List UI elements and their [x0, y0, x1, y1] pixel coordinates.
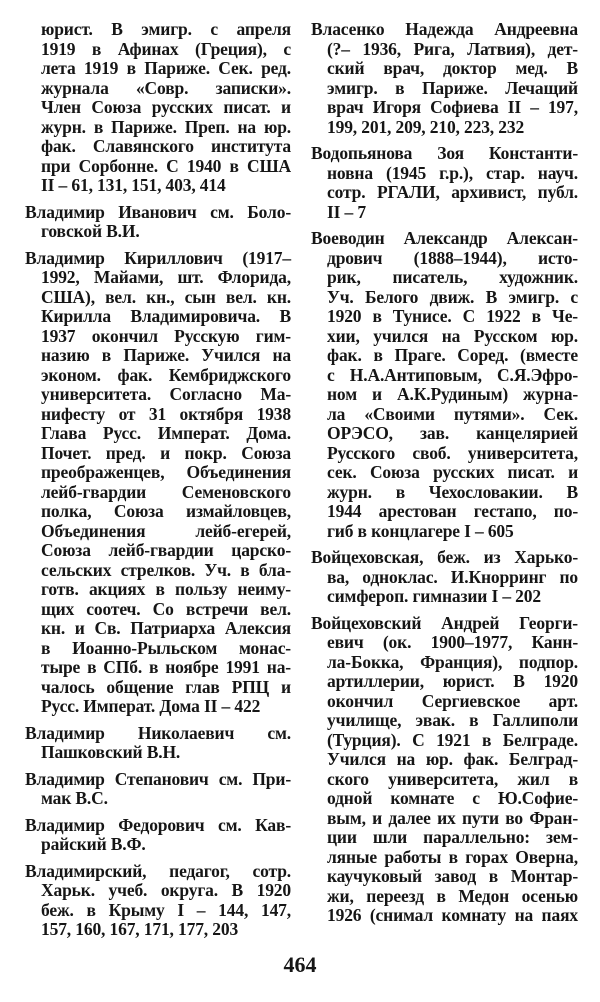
entry-text-line: Учился на юр. фак. Белград- — [327, 749, 578, 769]
entry-text-line: 1944 арестован гестапо, по- — [327, 501, 578, 521]
entry-text-line: II – 7 — [327, 201, 366, 222]
entry-text-line: гиб в концлагере I – 605 — [327, 520, 514, 541]
index-entry — [311, 229, 578, 541]
index-entry — [25, 249, 291, 717]
entry-text-line: 1919 в Афинах (Греция), с — [41, 38, 291, 59]
entry-text-line: Кирилла Владимировича. В — [41, 306, 291, 326]
index-entry — [311, 20, 578, 137]
index-entry — [25, 203, 291, 242]
entry-text-line: 1992, Майами, шт. Флорида, — [41, 267, 291, 287]
right-column — [311, 20, 578, 933]
entry-text-line: эконом. фак. Кембриджского — [41, 364, 291, 385]
entry-text-line: США), вел. кн., сын вел. кн. — [41, 286, 291, 307]
entry-text-line: Харьк. учеб. округа. В 1920 — [41, 880, 291, 900]
entry-text-line: одной комнате с Ю.Софие- — [327, 788, 578, 808]
entry-text-line: журнала «Совр. записки». — [41, 77, 291, 98]
entry-text-line: Объединения лейб-егерей, — [41, 520, 291, 541]
entry-text-line: лета 1919 в Париже. Сек. ред. — [41, 58, 291, 78]
entry-text-line: училище, эвак. в Галлиполи — [327, 710, 578, 730]
entry-text-line: 1920 в Тунисе. С 1922 в Че- — [327, 306, 578, 326]
entry-text-line: готв. акциях в пользу неиму- — [41, 579, 291, 599]
entry-text-line: II – 61, 131, 151, 403, 414 — [41, 175, 226, 195]
entry-text-line: полка, Союза измайловцев, — [41, 501, 291, 521]
entry-heading-line: Владимир Иванович см. Боло- — [25, 201, 291, 222]
entry-text-line: Союза лейб-гвардии царско- — [41, 540, 291, 560]
entry-text-line: жи, переезд в Медон осенью — [327, 885, 578, 906]
entry-text-line: (Турция). С 1921 в Белграде. — [327, 729, 578, 750]
index-entry — [25, 816, 291, 855]
entry-text-line: 157, 160, 167, 171, 177, 203 — [41, 919, 239, 939]
entry-text-line: ляные работы в горах Оверна, — [327, 846, 578, 867]
entry-text-line: университета. Согласно Ма- — [41, 384, 291, 404]
entry-text-line: артиллерии, юрист. В 1920 — [327, 671, 578, 691]
entry-text-line: симфероп. гимназии I – 202 — [327, 586, 541, 606]
entry-text-line: ции шли параллельно: зем- — [327, 827, 578, 847]
entry-text-line: Член Союза русских писат. и — [41, 97, 291, 117]
entry-heading-line: Войцеховская, беж. из Харько- — [311, 547, 578, 567]
entry-text-line: (?– 1936, Рига, Латвия), дет- — [327, 38, 578, 59]
entry-text-line: кн. и Св. Патриарха Алексия — [41, 618, 291, 638]
entry-text-line: сотр. РГАЛИ, архивист, публ. — [327, 182, 578, 202]
entry-text-line: Глава Русс. Императ. Дома. — [41, 423, 291, 443]
index-entry — [311, 144, 578, 222]
entry-text-line: щих соотеч. Со встречи вел. — [41, 598, 291, 619]
entry-text-line: 199, 201, 209, 210, 223, 232 — [327, 116, 525, 137]
entry-text-line: ла-Бокка, Франция), подпор. — [327, 651, 578, 672]
entry-text-line: каучуковый завод в Монтар- — [327, 866, 578, 886]
entry-text-line: ла «Своими путями». Сек. — [327, 403, 578, 424]
entry-text-line: нифесту от 31 октября 1938 — [41, 403, 291, 424]
entry-text-line: журн. в Чехословакии. В — [327, 481, 578, 502]
entry-text-line: фак. Славянского института — [41, 136, 291, 156]
entry-heading-line: Владимир Степанович см. При- — [25, 768, 291, 789]
entry-heading-line: Владимирский, педагог, сотр. — [25, 860, 291, 881]
entry-text-line: 1926 (снимал комнату на паях — [327, 905, 578, 925]
entry-text-line: мак В.С. — [41, 788, 108, 808]
entry-heading-line: Войцеховский Андрей Георги- — [311, 612, 578, 633]
entry-heading-line: Владимир Кириллович (1917– — [25, 247, 291, 268]
index-entry — [25, 862, 291, 940]
entry-text-line: сек. Союза русских писат. и — [327, 462, 578, 482]
entry-text-line: с Н.А.Антиповым, С.Я.Эфро- — [327, 364, 578, 385]
entry-text-line: эмигр. в Париже. Лечащий — [327, 77, 578, 98]
entry-text-line: новна (1945 г.р.), стар. науч. — [327, 162, 578, 183]
entry-text-line: врач Игоря Софиева II – 197, — [327, 97, 578, 117]
entry-text-line: Почет. пред. и покр. Союза — [41, 442, 291, 463]
entry-heading-line: Воеводин Александр Алексан- — [311, 228, 578, 248]
entry-text-line: при Сорбонне. С 1940 в США — [41, 155, 291, 176]
entry-text-line: тыре в СПб. в ноябре 1991 на- — [41, 657, 291, 677]
entry-text-line: фак. в Праге. Соред. (вместе — [327, 345, 578, 365]
page-number: 464 — [283, 952, 317, 977]
entry-text-line: преображенцев, Объединения — [41, 462, 291, 482]
entry-text-line: райский В.Ф. — [41, 834, 146, 854]
entry-text-line: чалось общение глав РПЦ и — [41, 676, 291, 697]
entry-text-line: Русского своб. университета, — [327, 442, 578, 463]
entry-text-line: ОРЭСО, зав. канцелярией — [327, 423, 578, 443]
entry-text-line: журн. в Париже. Преп. на юр. — [41, 116, 291, 137]
index-entry — [25, 770, 291, 809]
entry-text-line: в Иоанно-Рыльском монас- — [41, 637, 291, 658]
entry-text-line: Пашковский В.Н. — [41, 742, 181, 762]
index-entry — [25, 724, 291, 763]
entry-text-line: хии, учился на Русском юр. — [327, 325, 578, 346]
entry-text-line: Уч. Белого движ. В эмигр. с — [327, 286, 578, 307]
entry-text-line: рик, писатель, художник. — [327, 267, 578, 287]
entry-text-line: юрист. В эмигр. с апреля — [41, 19, 291, 39]
entry-heading-line: Водопьянова Зоя Константи- — [311, 143, 578, 163]
entry-heading-line: Владимир Николаевич см. — [25, 722, 291, 743]
entry-heading-line: Власенко Надежда Андреевна — [311, 19, 578, 39]
entry-text-line: говской В.И. — [41, 221, 140, 241]
entry-text-line: ский врач, доктор мед. В — [327, 58, 578, 78]
entry-text-line: назию в Париже. Учился на — [41, 345, 291, 365]
entry-text-line: беж. в Крыму I – 144, 147, — [41, 899, 291, 920]
entry-text-line: дрович (1888–1944), исто- — [327, 247, 578, 268]
left-column — [25, 20, 291, 947]
entry-text-line: сельских стрелков. Уч. в бла- — [41, 559, 291, 580]
entry-text-line: лейб-гвардии Семеновского — [41, 481, 291, 502]
entry-text-line: евич (ок. 1900–1977, Канн- — [327, 632, 578, 652]
index-entry — [25, 20, 291, 196]
index-entry — [311, 614, 578, 926]
entry-text-line: ном и А.К.Рудиным) журна- — [327, 384, 578, 404]
index-entry — [311, 548, 578, 607]
entry-text-line: Русс. Императ. Дома II – 422 — [41, 696, 261, 716]
entry-text-line: окончил Сергиевское арт. — [327, 690, 578, 711]
entry-heading-line: Владимир Федорович см. Кав- — [25, 814, 291, 835]
entry-text-line: ва, одноклас. И.Кнорринг по — [327, 566, 578, 587]
entry-text-line: 1937 окончил Русскую гим- — [41, 325, 291, 346]
entry-text-line: ского университета, жил в — [327, 768, 578, 789]
entry-text-line: вым, и далее их пути во Фран- — [327, 807, 578, 828]
